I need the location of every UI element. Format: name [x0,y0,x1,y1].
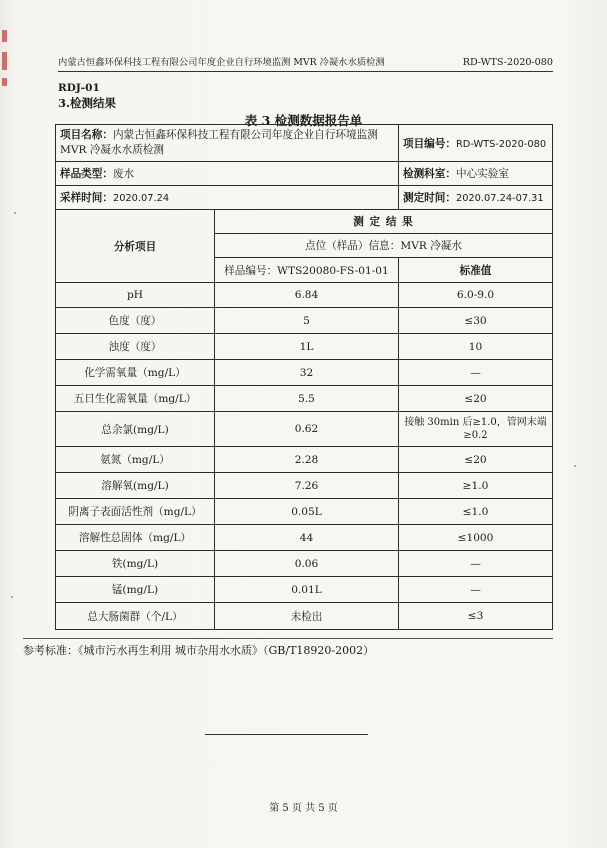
result-value: 5.5 [215,386,399,412]
result-standard: ≤20 [399,447,553,473]
result-item-name: 阴离子表面活性剂（mg/L） [56,499,215,525]
sample-type-value: 废水 [112,168,135,180]
table-row [56,334,553,360]
result-item-name: 五日生化需氧量（mg/L） [56,386,215,412]
sample-type-label: 样品类型： [60,168,113,180]
table-row [56,577,553,603]
results-header: 测 定 结 果 [215,210,553,234]
scan-speck [11,596,13,598]
project-name-label: 项目名称： [60,129,113,141]
result-item-name: 氨氮（mg/L） [56,447,215,473]
result-item-name: 锰(mg/L) [56,577,215,603]
result-standard: ≤30 [399,308,553,334]
result-standard: ≤20 [399,386,553,412]
result-value: 5 [215,308,399,334]
page-header [58,54,553,72]
result-standard: ≤1.0 [399,499,553,525]
table-row [56,551,553,577]
result-standard: 6.0-9.0 [399,283,553,308]
binding-mark [2,30,7,42]
result-value: 0.62 [215,412,399,447]
result-standard: — [399,577,553,603]
lab-cell [399,162,553,186]
result-standard: 接触 30min 后≥1.0，管网末端≥0.2 [399,412,553,447]
binding-mark [2,78,7,86]
result-value: 32 [215,360,399,386]
table-caption: 表 3 检测数据报告单 [244,113,363,128]
table-row [56,162,553,186]
scan-speck [574,465,576,467]
table-row [56,186,553,210]
table-row [56,603,553,630]
table-row [56,473,553,499]
project-no-cell [399,125,553,162]
result-value: 7.26 [215,473,399,499]
result-value: 0.05L [215,499,399,525]
signature-line [205,734,368,735]
report-table [55,124,553,630]
table-row [56,283,553,308]
result-value: 2.28 [215,447,399,473]
test-time-label: 测定时间： [403,192,456,204]
result-item-name: 总余氯(mg/L) [56,412,215,447]
result-item-name: 铁(mg/L) [56,551,215,577]
result-item-name: pH [56,283,215,308]
result-standard: ≥1.0 [399,473,553,499]
table-row [56,308,553,334]
sampling-time-cell [56,186,399,210]
table-row [56,499,553,525]
doc-code: RDJ-01 [58,82,100,94]
sample-id: 样品编号：WTS20080-FS-01-01 [215,258,399,283]
result-standard: — [399,360,553,386]
result-standard: ≤3 [399,603,553,630]
project-no-value: RD-WTS-2020-080 [455,138,547,150]
point-info: 点位（样品）信息：MVR 冷凝水 [215,234,553,258]
table-row [56,447,553,473]
result-item-name: 总大肠菌群（个/L） [56,603,215,630]
result-item-name: 溶解性总固体（mg/L） [56,525,215,551]
binding-mark [2,52,7,70]
header-company-line: 内蒙古恒鑫环保科技工程有限公司年度企业自行环境监测 MVR 冷凝水水质检测 [58,57,385,68]
result-item-name: 化学需氧量（mg/L） [56,360,215,386]
sampling-time-label: 采样时间： [60,192,113,204]
table-row [56,386,553,412]
project-no-label: 项目编号： [403,137,456,150]
result-standard: ≤1000 [399,525,553,551]
result-item-name: 色度（度） [56,308,215,334]
result-value: 0.06 [215,551,399,577]
analysis-item-header: 分析项目 [56,210,215,283]
test-time-cell [399,186,553,210]
table-row [56,360,553,386]
page-number: 第 5 页 共 5 页 [269,803,338,814]
table-row [56,125,553,162]
result-item-name: 溶解氧(mg/L) [56,473,215,499]
reference-standard: 参考标准：《城市污水再生利用 城市杂用水水质》（GB/T18920-2002） [23,638,553,658]
result-standard: 10 [399,334,553,360]
test-time-value: 2020.07.24-07.31 [455,193,544,204]
result-value: 44 [215,525,399,551]
result-value: 6.84 [215,283,399,308]
lab-label: 检测科室： [403,168,456,180]
result-value: 0.01L [215,577,399,603]
section-title: 3.检测结果 [58,96,117,110]
scan-speck [14,212,16,214]
sampling-time-value: 2020.07.24 [112,193,170,204]
lab-value: 中心实验室 [455,168,509,180]
header-report-no: RD-WTS-2020-080 [462,57,553,68]
standard-header: 标准值 [399,258,553,283]
sample-type-cell [56,162,399,186]
result-value: 未检出 [215,603,399,630]
result-rows [56,283,553,630]
table-row [56,525,553,551]
result-value: 1L [215,334,399,360]
table-row [56,412,553,447]
project-name-cell [56,125,399,162]
table-row [56,210,553,234]
project-name-value: 内蒙古恒鑫环保科技工程有限公司年度企业自行环境监测 MVR 冷凝水水质检测 [60,129,378,156]
result-standard: — [399,551,553,577]
result-item-name: 浊度（度） [56,334,215,360]
